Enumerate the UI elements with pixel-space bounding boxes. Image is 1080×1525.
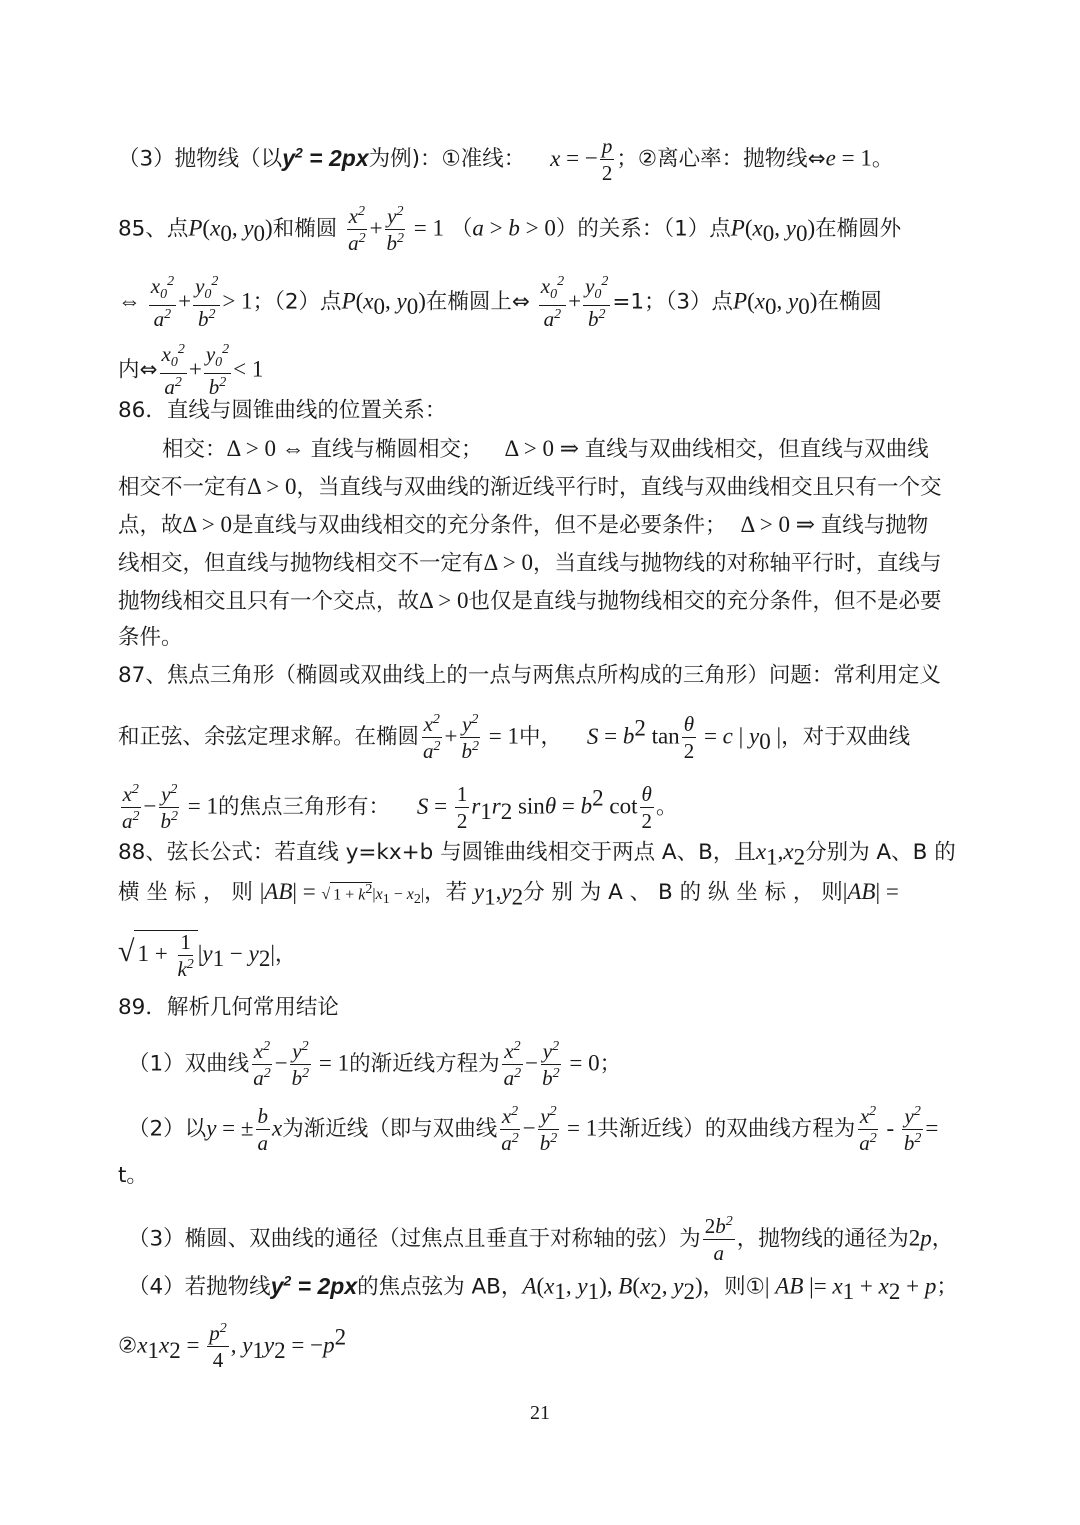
text: 在椭圆外 (815, 216, 902, 242)
text: 。 (655, 794, 678, 820)
text: ，则① (702, 1274, 765, 1300)
text: 在椭圆 (817, 289, 882, 315)
text: ，当直线与双曲线的渐近线平行时，直线与双曲线相交且只有一个交 (296, 475, 942, 500)
text: （3）抛物线（以 (118, 146, 283, 172)
text: ② (118, 1333, 138, 1359)
text: ， (931, 1226, 954, 1252)
parabola-line: （3）抛物线（以$y^2 = 2px$为例)：①准线： x = − $\frac{p}{2}$ ；②离心率：抛物线⇔e = 1。 (118, 134, 894, 186)
text: 分别为 A、B 的 (805, 840, 956, 865)
text: ；（2）点 (252, 289, 342, 315)
text: ； (936, 1274, 958, 1300)
item-86-line3: 点，故Δ > 0是直线与双曲线相交的充分条件，但不是必要条件； Δ > 0 ⇒ 直线与抛物 (118, 512, 929, 538)
text: 为渐近线（即与双曲线 (282, 1116, 498, 1142)
item-86-title: 86．直线与圆锥曲线的位置关系： (118, 398, 447, 423)
text: 中， (518, 724, 562, 750)
text: 和椭圆 (272, 216, 338, 242)
page-number: 21 (530, 1402, 550, 1424)
text: ， (274, 941, 297, 967)
text: 抛物线相交且只有一个交点，故 (118, 589, 420, 614)
item-87-line2: 和正弦、余弦定理求解。在椭圆 $\frac{x^2}{a^2}$ + $\frac{y^2}{b^2}$ = 1中， $S = b^2$ tan $\frac{\theta}{2}$ = c | $y_0$ |，对于双曲线 (118, 712, 911, 764)
text: 横 坐 标 ， 则 (118, 880, 253, 905)
text: 和正弦、余弦定理求解。在椭圆 (118, 724, 420, 750)
text: ，当直线与抛物线的对称轴平行时，直线与 (533, 551, 942, 576)
text: （3）椭圆、双曲线的通径（过焦点且垂直于对称轴的弦）为 (128, 1226, 701, 1252)
item-85-line1: 85、点$P(x_0$, $y_0$)和椭圆 $\frac{x^2}{a^2}$ + $\frac{y^2}{b^2}$ = 1 （a > b > 0）的关系：（1）点$P(x_0$, $y_0$)在椭圆外 (118, 204, 902, 256)
text: （1）双曲线 (128, 1051, 250, 1077)
text: （2）以 (128, 1116, 207, 1142)
text: （4）若抛物线 (128, 1274, 271, 1300)
item-89-line4: （4）若抛物线$y^2 = 2px$的焦点弦为 AB，$A(x_1$, $y_1$), $B(x_2$, $y_2$)，则①| AB |= $x_1 + x_2 + p$； (128, 1272, 958, 1304)
text: ，对于双曲线 (781, 724, 911, 750)
text: 也仅是直线与抛物线相交的充分条件，但不是必要 (468, 589, 942, 614)
text: ；②离心率：抛物线⇔ (616, 146, 826, 172)
item-86-line1: 相交：Δ > 0 ⇔ 直线与椭圆相交； Δ > 0 ⇒ 直线与双曲线相交，但直线与双曲线 (162, 436, 929, 462)
text: 直线与椭圆相交； (310, 437, 483, 462)
text: 为例)：①准线： (368, 146, 526, 172)
text: 88、弦长公式：若直线 y=kx+b 与圆锥曲线相交于两点 A、B，且 (118, 840, 756, 865)
text: 相交不一定有 (118, 475, 248, 500)
item-86-line2: 相交不一定有Δ > 0，当直线与双曲线的渐近线平行时，直线与双曲线相交且只有一个交 (118, 474, 942, 500)
item-85-line3: 内⇔ $\frac{x_0^2}{a^2}$ + $\frac{y_0^2}{b^2}$ < 1 (118, 342, 264, 399)
text: 的焦点弦为 AB， (357, 1274, 523, 1300)
text: 分 别 为 A 、 B 的 纵 坐 标 ， 则 (523, 880, 843, 905)
item-89-line5: $②x_1x_2$ = $\frac{p^2}{4}$ , $y_1y_2 = -p^2$ (118, 1321, 347, 1373)
text: 是直线与双曲线相交的充分条件，但不是必要条件； (232, 513, 727, 538)
item-85-line2: ⇔ $\frac{x_0^2}{a^2}$ + $\frac{y_0^2}{b^2}$ > 1；（2）点$P(x_0$, $y_0$)在椭圆上⇔ $\frac{x_0^2}{a^2}$ + $\frac{y_0^2}{b^2}$ =1；（3）点$P(x_0$, $y_0$)在椭圆 (118, 274, 882, 331)
text: ，若 (424, 880, 468, 905)
item-88-line3: √ 1 + $\frac{1}{k^2}$ $|y_1 - y_2|$， (118, 930, 297, 982)
text: 在椭圆上⇔ (425, 289, 530, 315)
text: 线相交，但直线与抛物线相交不一定有 (118, 551, 484, 576)
text: 点，故 (118, 513, 183, 538)
text: 。 (871, 146, 894, 172)
text: 内⇔ (118, 357, 158, 383)
text: ； (599, 1051, 622, 1077)
text: 85、点 (118, 216, 189, 242)
text: 直线与抛物 (820, 513, 929, 538)
item-88-line1: 88、弦长公式：若直线 y=kx+b 与圆锥曲线相交于两点 A、B，且$x_1,x_2$分别为 A、B 的 (118, 839, 956, 870)
text: ，抛物线的通径为 (736, 1226, 909, 1252)
item-89-line1: （1）双曲线 $\frac{x^2}{a^2}$ − $\frac{y^2}{b^2}$ = 1的渐近线方程为 $\frac{x^2}{a^2}$ − $\frac{y^2}{b^2}$ = 0； (128, 1039, 622, 1091)
text: 相交： (162, 437, 227, 462)
item-86-line5: 抛物线相交且只有一个交点，故Δ > 0也仅是直线与抛物线相交的充分条件，但不是必要 (118, 588, 942, 614)
text: ）的关系：（1）点 (555, 216, 731, 242)
item-89-line2-end: t。 (118, 1163, 148, 1188)
text: 直线与双曲线相交，但直线与双曲线 (584, 437, 929, 462)
item-86-line4: 线相交，但直线与抛物线相交不一定有Δ > 0，当直线与抛物线的对称轴平行时，直线与 (118, 550, 942, 576)
text: =1；（3）点 (612, 289, 734, 315)
item-89-title: 89．解析几何常用结论 (118, 995, 339, 1020)
text: （ (450, 216, 473, 242)
item-89-line3: （3）椭圆、双曲线的通径（过焦点且垂直于对称轴的弦）为 $\frac{2b^2}{a}$ ，抛物线的通径为2p， (128, 1214, 954, 1266)
item-89-line2: （2）以y = ± $\frac{b}{a}$ x为渐近线（即与双曲线 $\frac{x^2}{a^2}$ − $\frac{y^2}{b^2}$ = 1共渐近线）的双曲线方程为 $\frac{x^2}{a^2}$ - $\frac{y^2}{b^2}$ = (128, 1104, 939, 1156)
text: 的焦点三角形有： (217, 794, 390, 820)
item-87-line3: $\frac{x^2}{a^2}$ − $\frac{y^2}{b^2}$ = 1的焦点三角形有： S = $\frac{1}{2}$ $r_1r_2$ $\sin\theta = b^2$ cot $\frac{\theta}{2}$ 。 (122, 782, 678, 834)
item-87-line1: 87、焦点三角形（椭圆或双曲线上的一点与两焦点所构成的三角形）问题：常利用定义 (118, 663, 941, 688)
item-86-line6: 条件。 (118, 625, 183, 650)
text: 共渐近线）的双曲线方程为 (597, 1116, 856, 1142)
item-88-line2: 横 坐 标 ， 则 |AB| = √ $1 + k^2|x_1 - x_2|$，若 $y_1,y_2$分 别 为 A 、 B 的 纵 坐 标 ， 则|AB| = (118, 879, 899, 910)
text: 的渐近线方程为 (349, 1051, 500, 1077)
